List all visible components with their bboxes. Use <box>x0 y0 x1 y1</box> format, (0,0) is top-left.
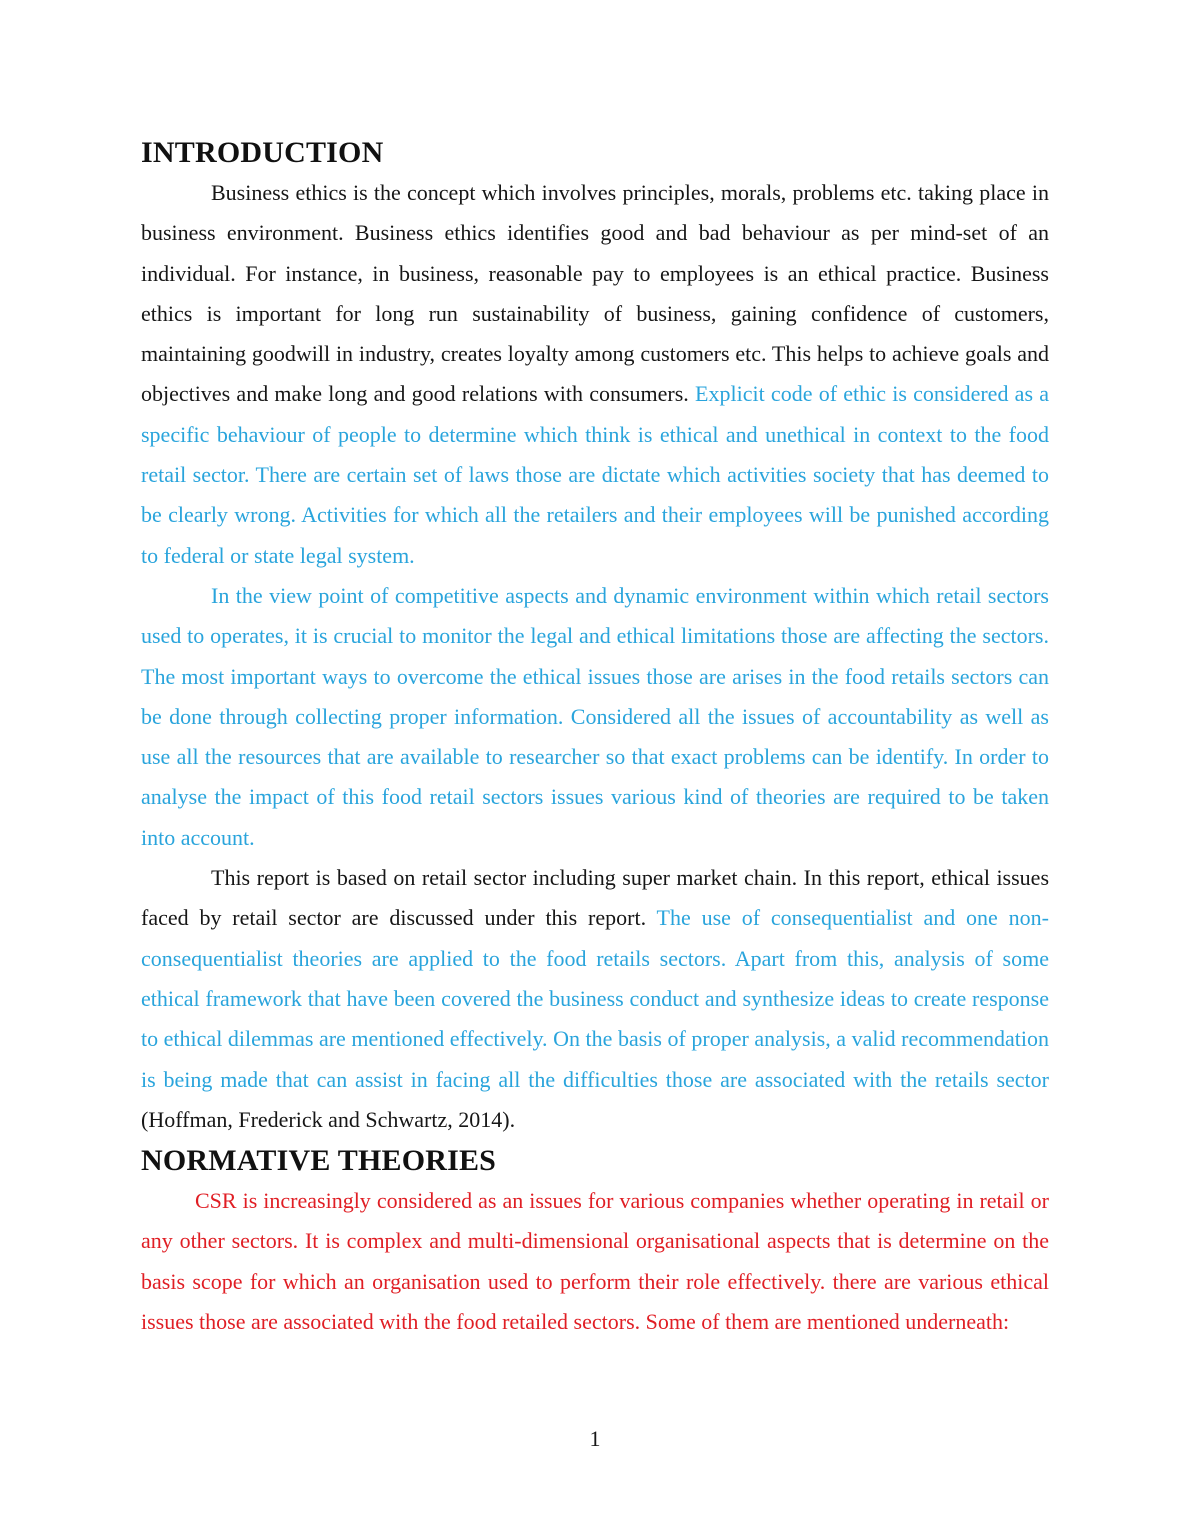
page-number: 1 <box>589 1426 601 1451</box>
heading-normative-theories: NORMATIVE THEORIES <box>141 1144 497 1178</box>
text-segment: In the view point of competitive aspects and dynamic environment within which retail sectors used to operates, it is crucial to monitor the legal and ethical limitations those are affecting the sectors. The most important ways to overcome the ethical issues those are arises in the food retails sectors can be done through collecting proper information. Considered all the issues of accountability as well as use all the resources that are available to researcher so that exact problems can be identify. In order to analyse the impact of this food retail sectors issues various kind of theories are required to be taken into account. <box>141 582 1049 850</box>
citation-text: (Hoffman, Frederick and Schwartz, 2014). <box>141 1106 516 1132</box>
paragraph-report-scope <box>141 858 1049 1140</box>
text-segment: The use of consequentialist and one non-consequentialist theories are applied to the food retails sectors. Apart from this, analysis of some ethical framework that have been covered the business conduct and synthesize ideas to create response to ethical dilemmas are mentioned effectively. On the basis of proper analysis, a valid recommendation is being made that can assist in facing all the difficulties those are associated with the retails sector <box>141 905 1049 1092</box>
text-segment: Explicit code of ethic is considered as a specific behaviour of people to determine which think is ethical and unethical in context to the food retail sector. There are certain set of laws those are dictate which activities society that has deemed to be clearly wrong. Activities for which all the retailers and their employees will be punished according to federal or state legal system. <box>141 381 1050 568</box>
paragraph-business-ethics <box>141 173 1049 576</box>
text-segment: Business ethics is the concept which involves principles, morals, problems etc. taking place in business environment. Business ethics identifies good and bad behaviour as per mind-set of an individual. For instance, in business, reasonable pay to employees is an ethical practice. Business ethics is important for long run sustainability of business, gaining confidence of customers, maintaining goodwill in industry, creates loyalty among customers etc. This helps to achieve goals and objectives and make long and good relations with consumers. <box>141 180 1049 407</box>
paragraph-csr <box>141 1181 1049 1342</box>
text-segment: CSR is increasingly considered as an issues for various companies whether operating in retail or any other sectors. It is complex and multi-dimensional organisational aspects that is determine on the basis scope for which an organisation used to perform their role effectively. there are various ethical issues those are associated with the food retailed sectors. Some of them are mentioned underneath: <box>141 1188 1049 1335</box>
paragraph-competitive-aspects <box>141 576 1049 858</box>
text-segment: This report is based on retail sector including super market chain. In this report, ethical issues faced by retail sector are discussed under this report. <box>141 865 1049 931</box>
document-content <box>141 132 1049 1342</box>
heading-introduction: INTRODUCTION <box>141 136 384 169</box>
